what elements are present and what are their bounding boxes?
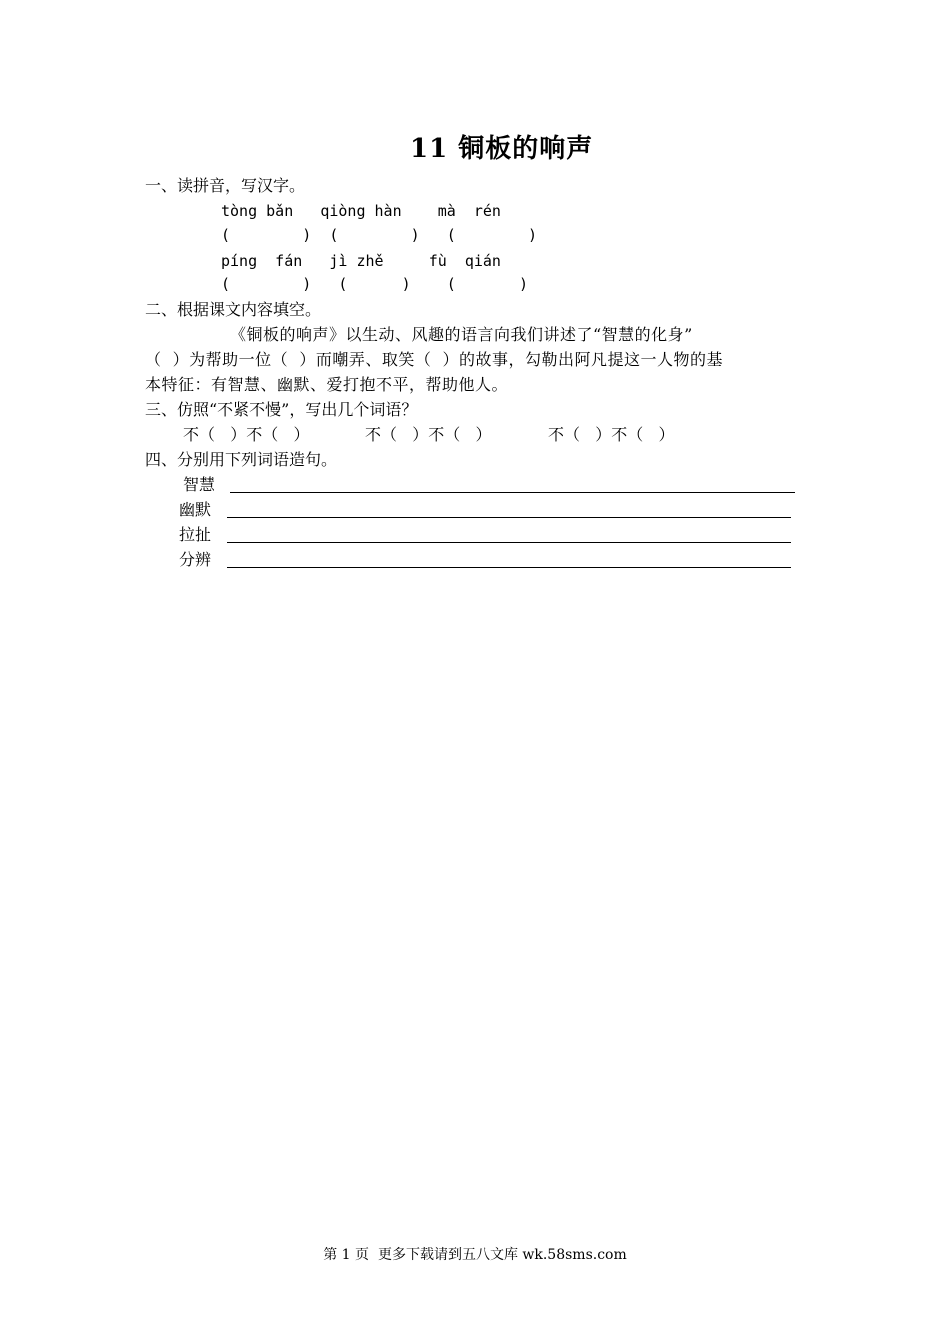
word-label-3: 拉扯 xyxy=(179,525,212,544)
section-2-heading: 二、根据课文内容填空。 xyxy=(145,300,322,319)
answer-line-2 xyxy=(227,517,791,518)
section-3-heading: 三、仿照“不紧不慢”，写出几个词语？ xyxy=(145,400,418,419)
answer-line-1 xyxy=(230,492,795,493)
pinyin-row-2: píng fán jì zhě fù qián xyxy=(221,252,501,270)
fill-blank-line-1: 《铜板的响声》以生动、风趣的语言向我们讲述了“智慧的化身” xyxy=(230,325,693,344)
word-label-4: 分辨 xyxy=(179,550,212,569)
pinyin-row-1: tòng bǎn qiòng hàn mà rén xyxy=(221,202,501,220)
fill-blank-line-3: 本特征：有智慧、幽默、爱打抱不平，帮助他人。 xyxy=(145,375,509,394)
word-label-2: 幽默 xyxy=(179,500,212,519)
answer-line-3 xyxy=(227,542,791,543)
page-footer: 第 1 页 更多下载请到五八文库 wk.58sms.com xyxy=(323,1247,627,1263)
answer-parens-row-2: ( ) ( ) ( ) xyxy=(221,275,529,293)
pattern-item-2: 不（ ）不（ ） xyxy=(365,425,492,444)
pattern-item-1: 不（ ）不（ ） xyxy=(183,425,310,444)
answer-parens-row-1: ( ) ( ) ( ) xyxy=(221,226,538,244)
page-title: 11 铜板的响声 xyxy=(410,134,594,164)
section-4-heading: 四、分别用下列词语造句。 xyxy=(145,450,338,469)
answer-line-4 xyxy=(227,567,791,568)
pattern-item-3: 不（ ）不（ ） xyxy=(548,425,675,444)
word-label-1: 智慧 xyxy=(183,475,216,494)
section-1-heading: 一、读拼音，写汉字。 xyxy=(145,176,306,195)
fill-blank-line-2: （ ）为帮助一位（ ）而嘲弄、取笑（ ）的故事，勾勒出阿凡提这一人物的基 xyxy=(145,350,724,369)
